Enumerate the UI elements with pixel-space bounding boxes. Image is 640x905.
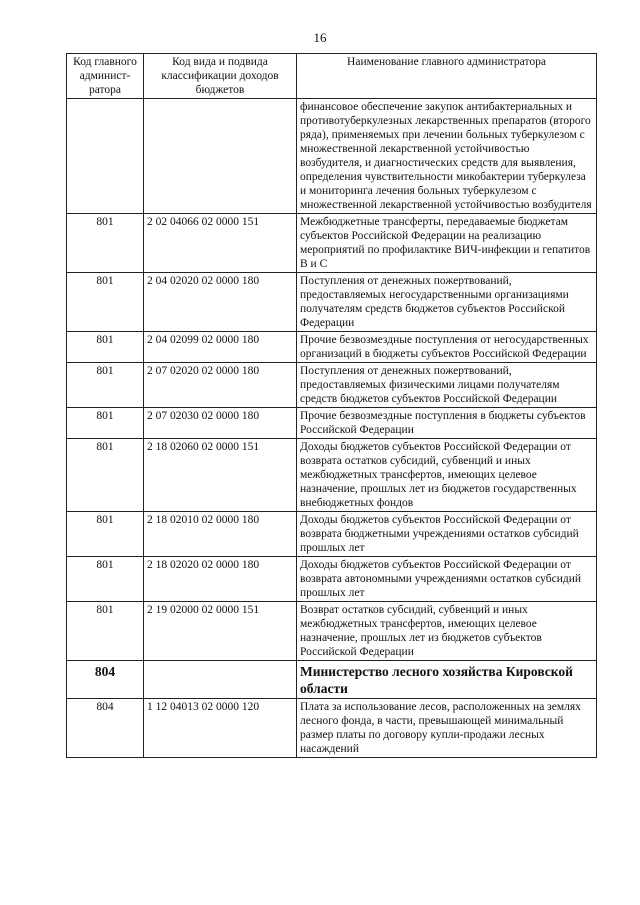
cell-empty [144,661,297,699]
table-row [67,602,597,661]
cell-admin-code: 801 [67,408,144,439]
page-number: 16 [313,30,327,45]
cell-name: Доходы бюджетов субъектов Российской Федерации от возврата остатков субсидий, субвенций и иных межбюджетных трансфертов, имеющих целевое назначение, прошлых лет из бюджетов государственных внебюджетных фондов [297,439,597,512]
cell-name: Плата за использование лесов, расположенных на землях лесного фонда, в части, превышающей минимальный размер платы по договору купли-продажи лесных насаждений [297,699,597,758]
cell-admin-code: 801 [67,363,144,408]
section-header-row [67,661,597,699]
cell-name: Прочие безвозмездные поступления от негосударственных организаций в бюджеты субъектов Российской Федерации [297,332,597,363]
section-admin-name: Министерство лесного хозяйства Кировской области [297,661,597,699]
cell-name: Межбюджетные трансферты, передаваемые бюджетам субъектов Российской Федерации на реализацию мероприятий по профилактике ВИЧ-инфекции и гепатитов В и С [297,214,597,273]
cell-name: Доходы бюджетов субъектов Российской Федерации от возврата бюджетными учреждениями остатков субсидий прошлых лет [297,512,597,557]
cell-name: Поступления от денежных пожертвований, предоставляемых физическими лицами получателям средств бюджетов субъектов Российской Федерации [297,363,597,408]
cell-admin-code: 801 [67,557,144,602]
cell-name: Доходы бюджетов субъектов Российской Федерации от возврата автономными учреждениями остатков субсидий прошлых лет [297,557,597,602]
cell-name: Возврат остатков субсидий, субвенций и иных межбюджетных трансфертов, имеющих целевое назначение, прошлых лет из бюджетов субъектов Российской Федерации [297,602,597,661]
cell-income-code: 2 18 02060 02 0000 151 [144,439,297,512]
cell-admin-code: 801 [67,273,144,332]
header-income-code: Код вида и подвида классификации доходов бюджетов [144,54,297,99]
cell-admin-code: 804 [67,699,144,758]
cell-income-code: 2 19 02000 02 0000 151 [144,602,297,661]
cell-income-code: 1 12 04013 02 0000 120 [144,699,297,758]
cell-income-code: 2 18 02010 02 0000 180 [144,512,297,557]
cell-name: Поступления от денежных пожертвований, предоставляемых негосударственными организациями получателям средств бюджетов субъектов Российской Федерации [297,273,597,332]
revenue-admin-table [66,53,597,758]
table-row [67,214,597,273]
cell-income-code: 2 02 04066 02 0000 151 [144,214,297,273]
table-row [67,332,597,363]
header-admin-code: Код главного админист-ратора [67,54,144,99]
cell-name: финансовое обеспечение закупок антибактериальных и противотуберкулезных лекарственных препаратов (второго ряда), применяемых при лечении больных туберкулезом с множественной лекарственной устойчивостью возбудителя, и диагностических средств для выявления, определения чувствительности микобактерии туберкулеза и мониторинга лечения больных туберкулезом с множественной лекарственной устойчивостью возбудителя [297,99,597,214]
cell-empty [67,99,144,214]
cell-admin-code: 801 [67,602,144,661]
cell-income-code: 2 18 02020 02 0000 180 [144,557,297,602]
cell-name: Прочие безвозмездные поступления в бюджеты субъектов Российской Федерации [297,408,597,439]
table-row [67,699,597,758]
cell-income-code: 2 04 02020 02 0000 180 [144,273,297,332]
table-row [67,408,597,439]
table-header-row [67,54,597,99]
cell-admin-code: 801 [67,214,144,273]
table-row [67,363,597,408]
table-row-continuation [67,99,597,214]
cell-empty [144,99,297,214]
table-row [67,273,597,332]
cell-admin-code: 801 [67,512,144,557]
cell-admin-code: 801 [67,439,144,512]
table-row [67,512,597,557]
cell-income-code: 2 04 02099 02 0000 180 [144,332,297,363]
table-row [67,439,597,512]
header-admin-name: Наименование главного администратора [297,54,597,99]
section-admin-code: 804 [67,661,144,699]
cell-income-code: 2 07 02030 02 0000 180 [144,408,297,439]
table-row [67,557,597,602]
cell-income-code: 2 07 02020 02 0000 180 [144,363,297,408]
cell-admin-code: 801 [67,332,144,363]
